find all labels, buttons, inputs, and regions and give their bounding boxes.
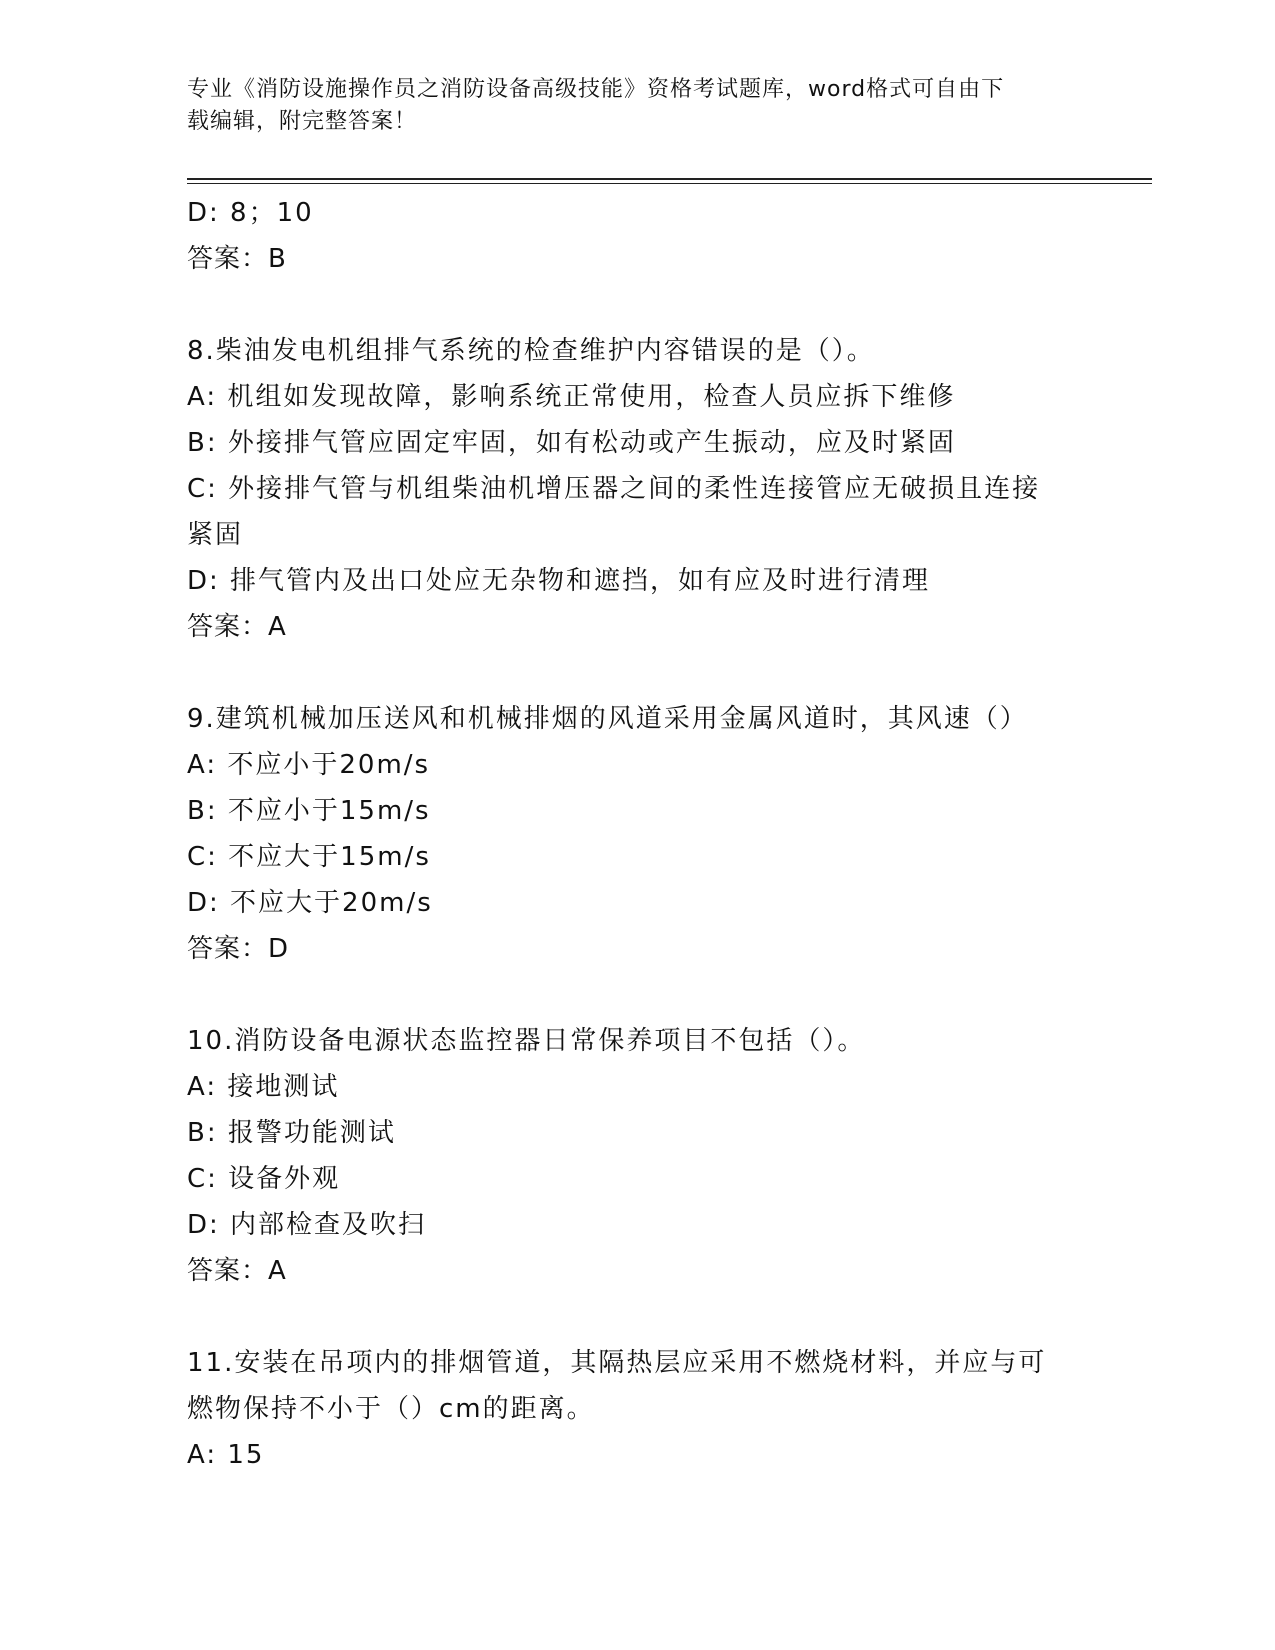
question-option: 紧固 — [187, 520, 244, 550]
question-gap — [187, 972, 1087, 1018]
question-answer: 答案：A — [187, 612, 287, 642]
question-gap — [187, 650, 1087, 696]
question-gap — [187, 1294, 1087, 1340]
question-option: A: 接地测试 — [187, 1072, 340, 1102]
question-block — [187, 328, 1087, 650]
question-option: D: 排气管内及出口处应无杂物和遮挡，如有应及时进行清理 — [187, 566, 931, 596]
question-answer: 答案：A — [187, 1256, 287, 1286]
question-stem: 10.消防设备电源状态监控器日常保养项目不包括（）。 — [187, 1026, 866, 1056]
header-rule-thin — [187, 183, 1152, 184]
question-block — [187, 1340, 1087, 1478]
question-option: D: 内部检查及吹扫 — [187, 1210, 427, 1240]
header-rule-thick — [187, 178, 1152, 180]
question-list — [187, 282, 1087, 1478]
question-option: C: 设备外观 — [187, 1164, 341, 1194]
question-answer: 答案：D — [187, 934, 290, 964]
previous-answer: 答案：B — [187, 244, 287, 274]
question-block — [187, 1018, 1087, 1294]
previous-option-d: D: 8；10 — [187, 198, 314, 228]
header-line-2: 载编辑，附完整答案！ — [187, 109, 418, 134]
question-option: C: 不应大于15m/s — [187, 842, 431, 872]
question-option: C: 外接排气管与机组柴油机增压器之间的柔性连接管应无破损且连接 — [187, 474, 1041, 504]
question-gap — [187, 282, 1087, 328]
document-header — [187, 74, 1067, 138]
question-stem: 9.建筑机械加压送风和机械排烟的风道采用金属风道时，其风速（） — [187, 704, 1028, 734]
document-content — [187, 190, 1087, 1478]
question-stem: 燃物保持不小于（）cm的距离。 — [187, 1394, 595, 1424]
question-stem: 8.柴油发电机组排气系统的检查维护内容错误的是（）。 — [187, 336, 875, 366]
header-line-1: 专业《消防设施操作员之消防设备高级技能》资格考试题库，word格式可自由下 — [187, 77, 1005, 102]
question-option: A: 机组如发现故障，影响系统正常使用，检查人员应拆下维修 — [187, 382, 956, 412]
question-option: A: 15 — [187, 1440, 265, 1470]
question-stem: 11.安装在吊项内的排烟管道，其隔热层应采用不燃烧材料，并应与可 — [187, 1348, 1047, 1378]
question-option: B: 报警功能测试 — [187, 1118, 396, 1148]
question-option: B: 外接排气管应固定牢固，如有松动或产生振动，应及时紧固 — [187, 428, 956, 458]
question-option: B: 不应小于15m/s — [187, 796, 431, 826]
question-option: D: 不应大于20m/s — [187, 888, 433, 918]
question-block — [187, 696, 1087, 972]
question-option: A: 不应小于20m/s — [187, 750, 431, 780]
